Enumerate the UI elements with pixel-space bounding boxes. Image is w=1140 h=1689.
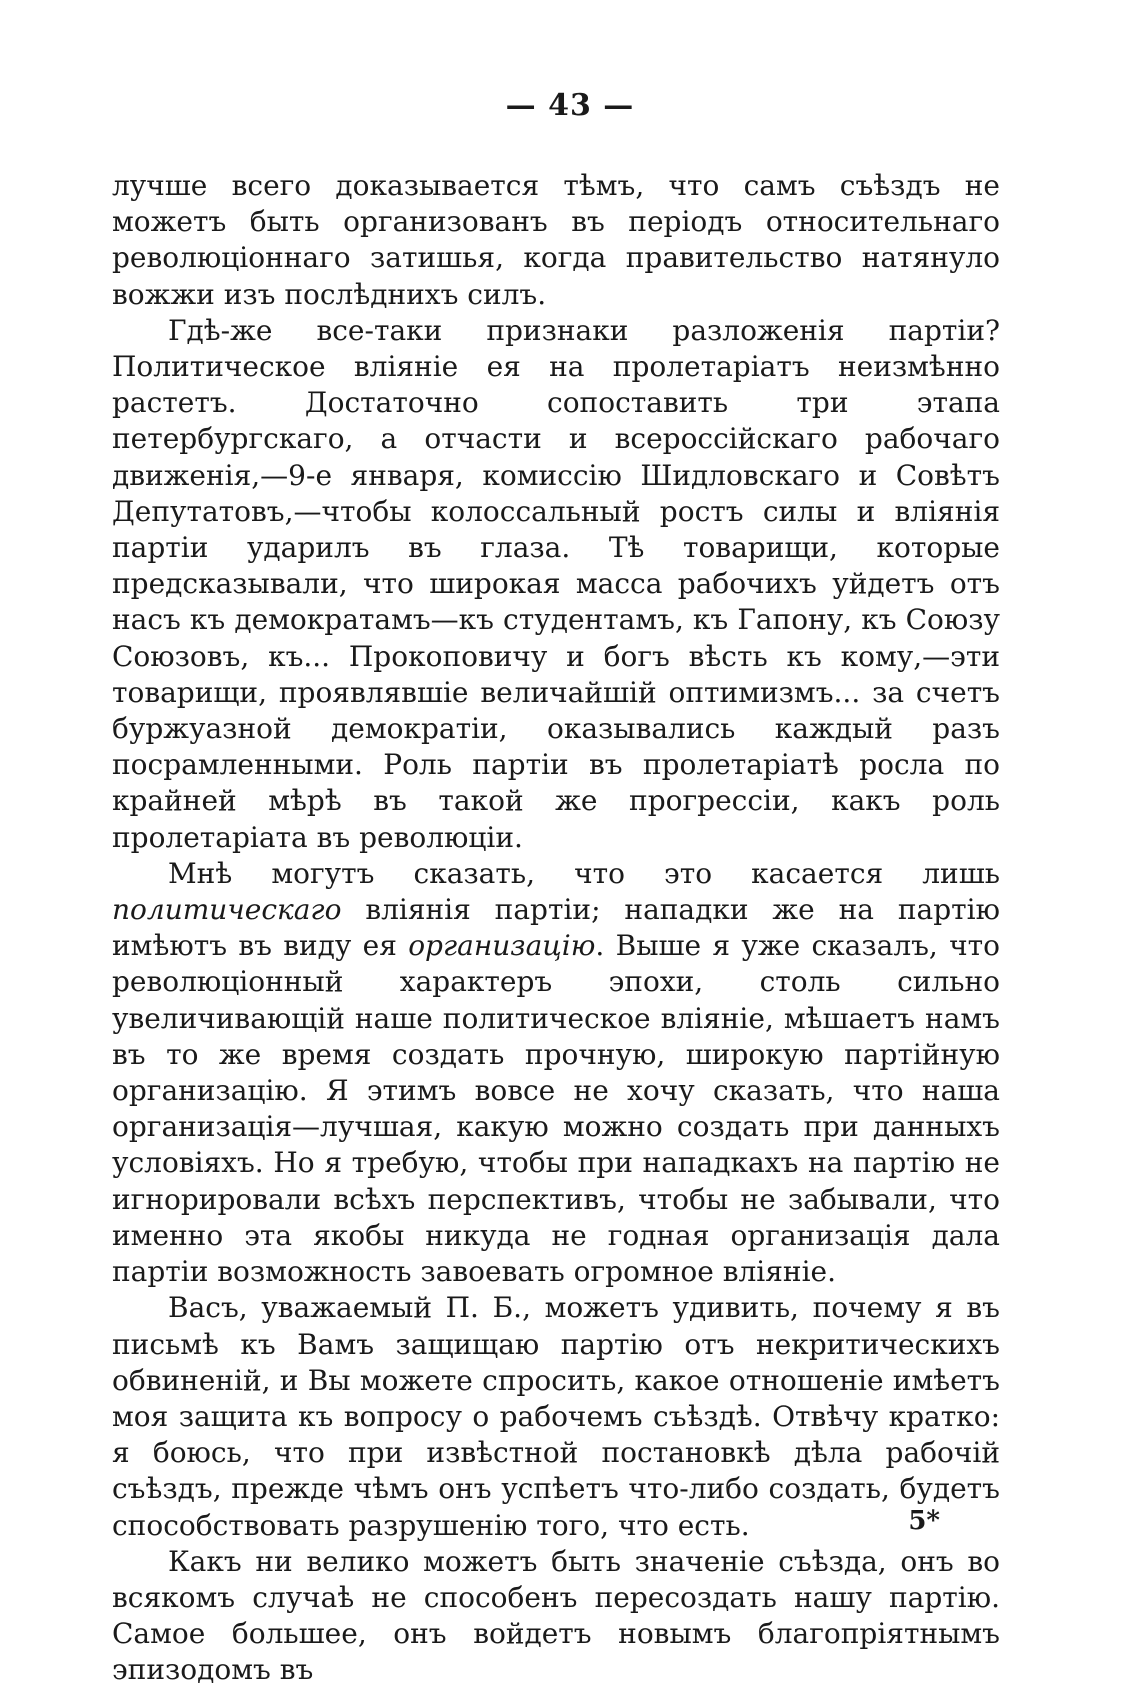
signature-mark: 5*: [908, 1506, 940, 1536]
page-number: — 43 —: [505, 88, 635, 123]
paragraph-5: Какъ ни велико можетъ быть значеніе съѣзда, онъ во всякомъ случаѣ не способенъ пересоздать нашу партію. Самое большее, онъ войдетъ новымъ благопріятнымъ эпизодомъ въ: [112, 1544, 1000, 1687]
emphasis-political: политическаго: [112, 893, 342, 927]
paragraph-4: Васъ, уважаемый П. Б., можетъ удивить, почему я въ письмѣ къ Вамъ защищаю партію отъ некритическихъ обвиненій, и Вы можете спросить, какое отношеніе имѣетъ моя защита къ вопросу о рабочемъ съѣздѣ. Отвѣчу кратко: я боюсь, что при извѣстной постановкѣ дѣла рабочій съѣздъ, прежде чѣмъ онъ успѣетъ что-либо создать, будетъ способствовать разрушенію того, что есть.: [112, 1291, 1000, 1542]
paragraph-2: Гдѣ-же все-таки признаки разложенія партіи? Политическое вліяніе ея на пролетаріатъ неизмѣнно растетъ. Достаточно сопоставить три этапа петербургскаго, а отчасти и всероссійскаго рабочаго движенія,—9-е января, комиссію Шидловскаго и Совѣтъ Депутатовъ,—чтобы колоссальный ростъ силы и вліянія партіи ударилъ въ глаза. Тѣ товарищи, которые предсказывали, что широкая масса рабочихъ уйдетъ отъ насъ къ демократамъ—къ студентамъ, къ Гапону, къ Союзу Союзовъ, къ... Прокоповичу и богъ вѣсть къ кому,—эти товарищи, проявлявшіе величайшій оптимизмъ... за счетъ буржуазной демократіи, оказывались каждый разъ посрамленными. Роль партіи въ пролетаріатѣ росла по крайней мѣрѣ въ такой же прогрессіи, какъ роль пролетаріата въ революціи.: [112, 313, 1000, 854]
paragraph-3-text-middle: вліянія партіи; нападки же на партію имѣютъ въ виду ея: [112, 893, 1000, 963]
emphasis-organization: организацію: [408, 929, 596, 963]
paragraph-3: [112, 856, 1000, 1290]
paragraph-3-text-before: Мнѣ могутъ сказать, что это касается лишь: [168, 856, 1000, 890]
text-block: [112, 168, 1000, 1689]
paragraph-3-text-after: . Выше я уже сказалъ, что революціонный характеръ эпохи, столь сильно увеличивающій наше политическое вліяніе, мѣшаетъ намъ въ то же время создать прочную, широкую партійную организацію. Я этимъ вовсе не хочу сказать, что наша организація—лучшая, какую можно создать при данныхъ условіяхъ. Но я требую, чтобы при нападкахъ на партію не игнорировали всѣхъ перспективъ, чтобы не забывали, что именно эта якобы никуда не годная организація дала партіи возможность завоевать огромное вліяніе.: [112, 929, 1000, 1289]
paragraph-1: лучше всего доказывается тѣмъ, что самъ съѣздъ не можетъ быть организованъ въ періодъ относительнаго революціоннаго затишья, когда правительство натянуло вожжи изъ послѣднихъ силъ.: [112, 169, 1000, 311]
